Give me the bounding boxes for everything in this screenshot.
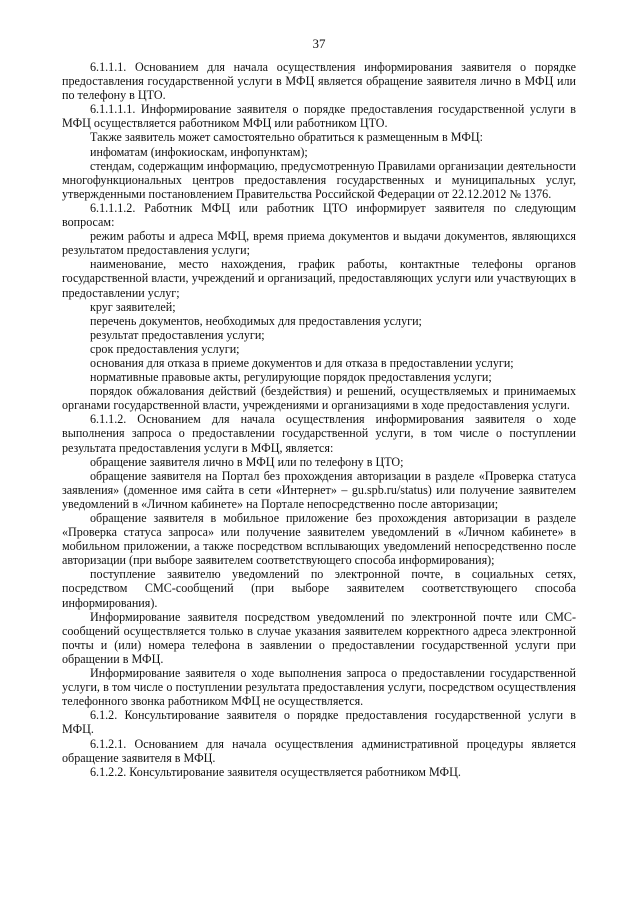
page-number: 37 xyxy=(312,36,326,51)
list-item: инфоматам (инфокиоскам, инфопунктам); xyxy=(90,144,308,159)
list-item: круг заявителей; xyxy=(90,299,176,314)
paragraph: Также заявитель может самостоятельно обратиться к размещенным в МФЦ: xyxy=(90,130,483,145)
list-item: основания для отказа в приеме документов и для отказа в предоставлении услуги; xyxy=(90,355,514,370)
list-item: обращение заявителя в мобильное приложение без прохождения авторизации в разделе «Проверка статуса запроса» или получение заявителем уведомлений в «Личном кабинете» в мобильном приложении, а также посредством всплывающих уведомлений непосредственно после авторизации (при выборе заявителем соответствующего способа информирования); xyxy=(62,511,576,568)
paragraph: 6.1.2. Консультирование заявителя о порядке предоставления государственной услуги в МФЦ. xyxy=(62,708,576,737)
list-item: перечень документов, необходимых для предоставления услуги; xyxy=(90,313,422,328)
paragraph: 6.1.2.1. Основанием для начала осуществления административной процедуры является обращение заявителя в МФЦ. xyxy=(62,736,576,765)
paragraph: 6.1.1.2. Основанием для начала осуществления информирования заявителя о ходе выполнения запроса о предоставлении государственной услуги, в том числе о поступлении результата предоставления услуги в МФЦ, является: xyxy=(62,412,576,455)
list-item: наименование, место нахождения, график работы, контактные телефоны органов государственной власти, учреждений и организаций, предоставляющих услуги или участвующих в предоставлении услуг; xyxy=(62,257,576,300)
list-item: стендам, содержащим информацию, предусмотренную Правилами организации деятельности многофункциональных центров предоставления государственных и муниципальных услуг, утвержденными постановлением Правительства Российской Федерации от 22.12.2012 № 1376. xyxy=(62,158,576,201)
list-item: режим работы и адреса МФЦ, время приема документов и выдачи документов, являющихся результатом предоставления услуги; xyxy=(62,229,576,258)
document-body xyxy=(62,60,576,779)
paragraph: 6.1.1.1.1. Информирование заявителя о порядке предоставления государственной услуги в МФЦ осуществляется работником МФЦ или работником ЦТО. xyxy=(62,102,576,131)
list-item: поступление заявителю уведомлений по электронной почте, в социальных сетях, посредством СМС-сообщений (при выборе заявителем соответствующего способа информирования). xyxy=(62,567,576,610)
list-item: обращение заявителя на Портал без прохождения авторизации в разделе «Проверка статуса заявления» (доменное имя сайта в сети «Интернет» – gu.spb.ru/status) или получение заявителем уведомлений в «Личном кабинете» на Портале непосредственно после авторизации; xyxy=(62,468,576,511)
list-item: обращение заявителя лично в МФЦ или по телефону в ЦТО; xyxy=(90,454,404,469)
paragraph: 6.1.1.1. Основанием для начала осуществления информирования заявителя о порядке предоставления государственной услуги в МФЦ является обращение заявителя лично в МФЦ или по телефону в ЦТО. xyxy=(62,60,576,103)
list-item: срок предоставления услуги; xyxy=(90,341,240,356)
paragraph: Информирование заявителя о ходе выполнения запроса о предоставлении государственной услуги, в том числе о поступлении результата предоставления услуги, посредством осуществления телефонного звонка работником МФЦ не осуществляется. xyxy=(62,666,576,709)
paragraph: 6.1.2.2. Консультирование заявителя осуществляется работником МФЦ. xyxy=(90,764,461,779)
list-item: нормативные правовые акты, регулирующие порядок предоставления услуги; xyxy=(90,370,492,385)
paragraph: 6.1.1.1.2. Работник МФЦ или работник ЦТО информирует заявителя по следующим вопросам: xyxy=(62,200,576,230)
list-item: порядок обжалования действий (бездействия) и решений, осуществляемых и принимаемых органами государственной власти, учреждениями и организациями в ходе предоставления услуги. xyxy=(62,384,576,413)
paragraph: Информирование заявителя посредством уведомлений по электронной почте или СМС-сообщений осуществляется только в случае указания заявителем корректного адреса электронной почты и (или) номера телефона в заявлении о предоставлении государственной услуги при обращении в МФЦ. xyxy=(62,609,576,666)
list-item: результат предоставления услуги; xyxy=(90,327,265,342)
